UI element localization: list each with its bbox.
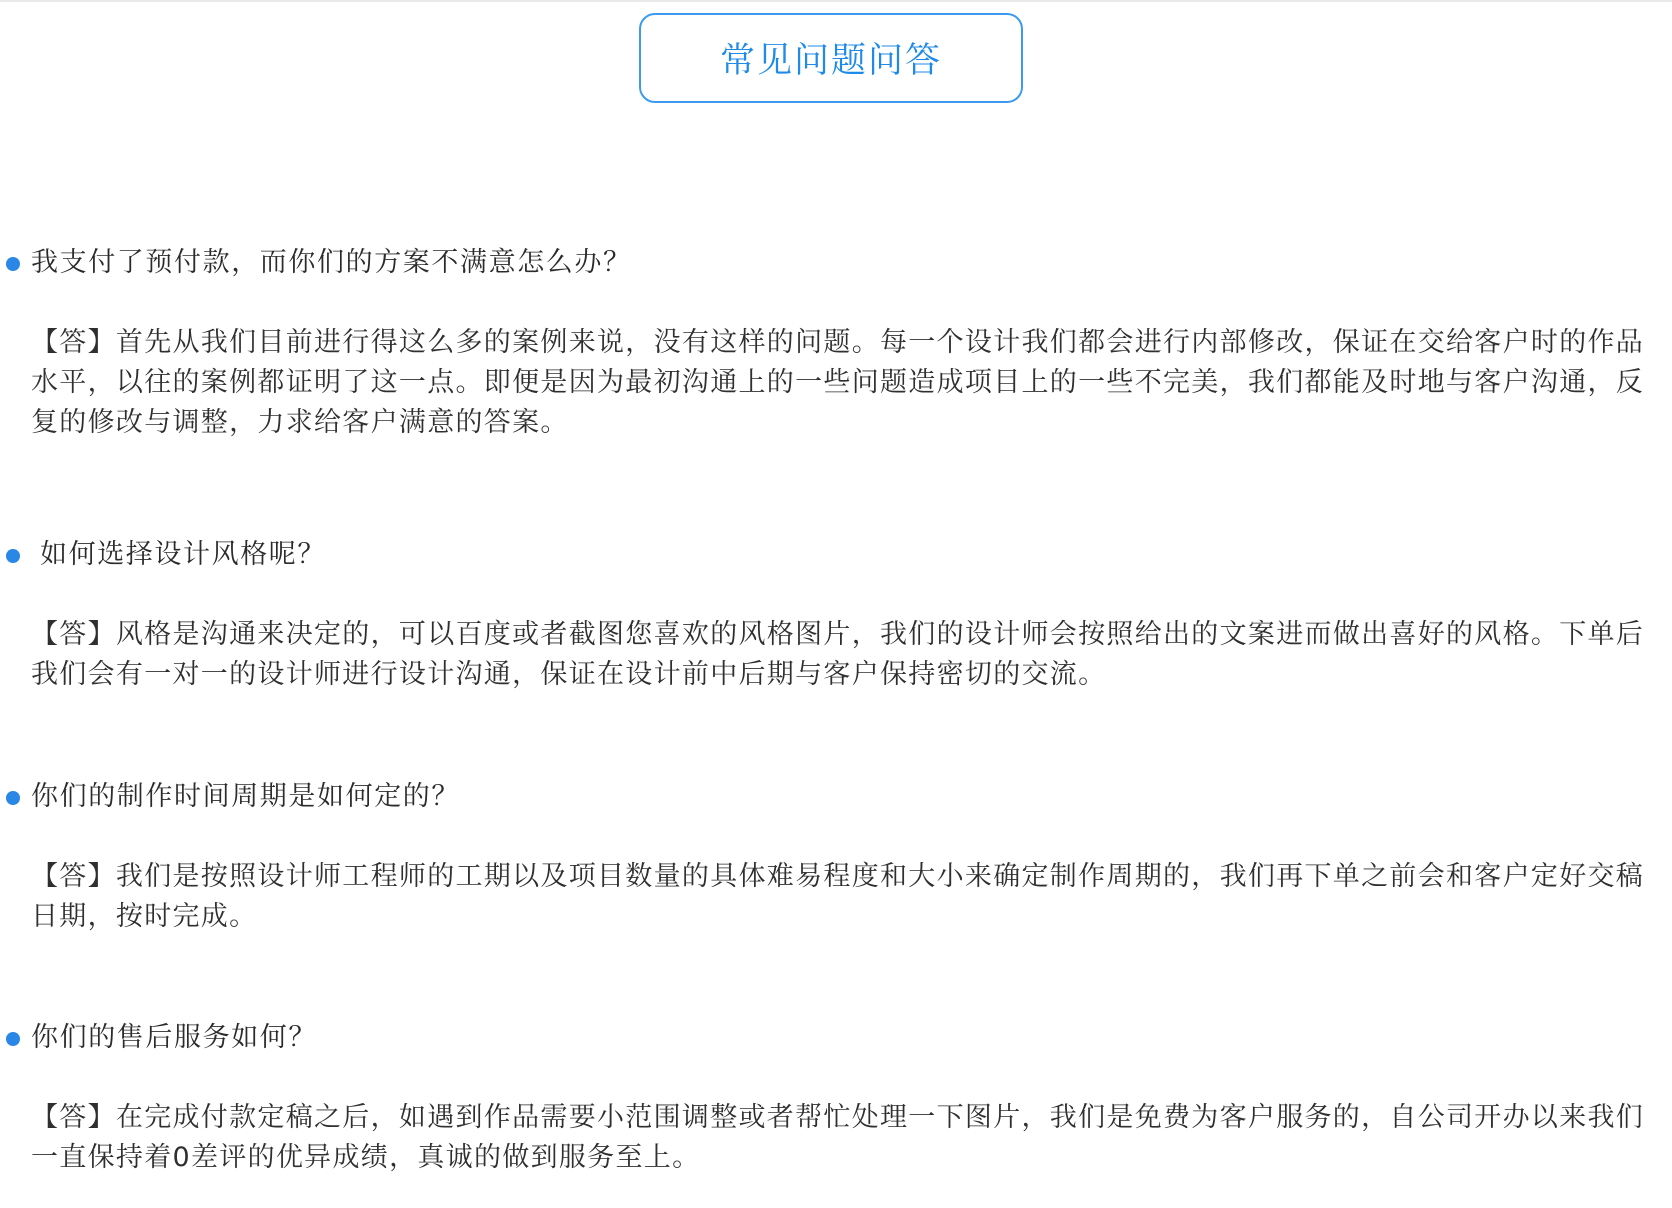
faq-answer: 【答】我们是按照设计师工程师的工期以及项目数量的具体难易程度和大小来确定制作周期的，我们再下单之前会和客户定好交稿日期，按时完成。	[31, 861, 1645, 932]
faq-answer: 【答】首先从我们目前进行得这么多的案例来说，没有这样的问题。每一个设计我们都会进行内部修改，保证在交给客户时的作品水平，以往的案例都证明了这一点。即便是因为最初沟通上的一些问题造成项目上的一些不完美，我们都能及时地与客户沟通，反复的修改与调整，力求给客户满意的答案。	[31, 327, 1645, 438]
bullet-dot-icon	[6, 549, 20, 563]
bullet-dot-icon	[6, 1032, 20, 1046]
faq-answer: 【答】风格是沟通来决定的，可以百度或者截图您喜欢的风格图片，我们的设计师会按照给出的文案进而做出喜好的风格。下单后我们会有一对一的设计师进行设计沟通，保证在设计前中后期与客户保持密切的交流。	[31, 619, 1645, 690]
bullet-dot-icon	[6, 257, 20, 271]
faq-question: 如何选择设计风格呢？	[40, 539, 326, 570]
faq-question-row	[0, 241, 1672, 285]
faq-question-row	[0, 775, 1672, 819]
page-title: 常见问题问答	[719, 41, 942, 81]
faq-question-row	[0, 1016, 1672, 1060]
faq-question: 你们的售后服务如何？	[31, 1022, 317, 1053]
bullet-dot-icon	[6, 791, 20, 805]
faq-question-row	[0, 533, 1672, 577]
faq-answer: 【答】在完成付款定稿之后，如遇到作品需要小范围调整或者帮忙处理一下图片，我们是免费为客户服务的，自公司开办以来我们一直保持着0差评的优异成绩，真诚的做到服务至上。	[31, 1102, 1645, 1173]
faq-question: 我支付了预付款，而你们的方案不满意怎么办？	[31, 247, 632, 278]
faq-question: 你们的制作时间周期是如何定的？	[31, 781, 460, 812]
